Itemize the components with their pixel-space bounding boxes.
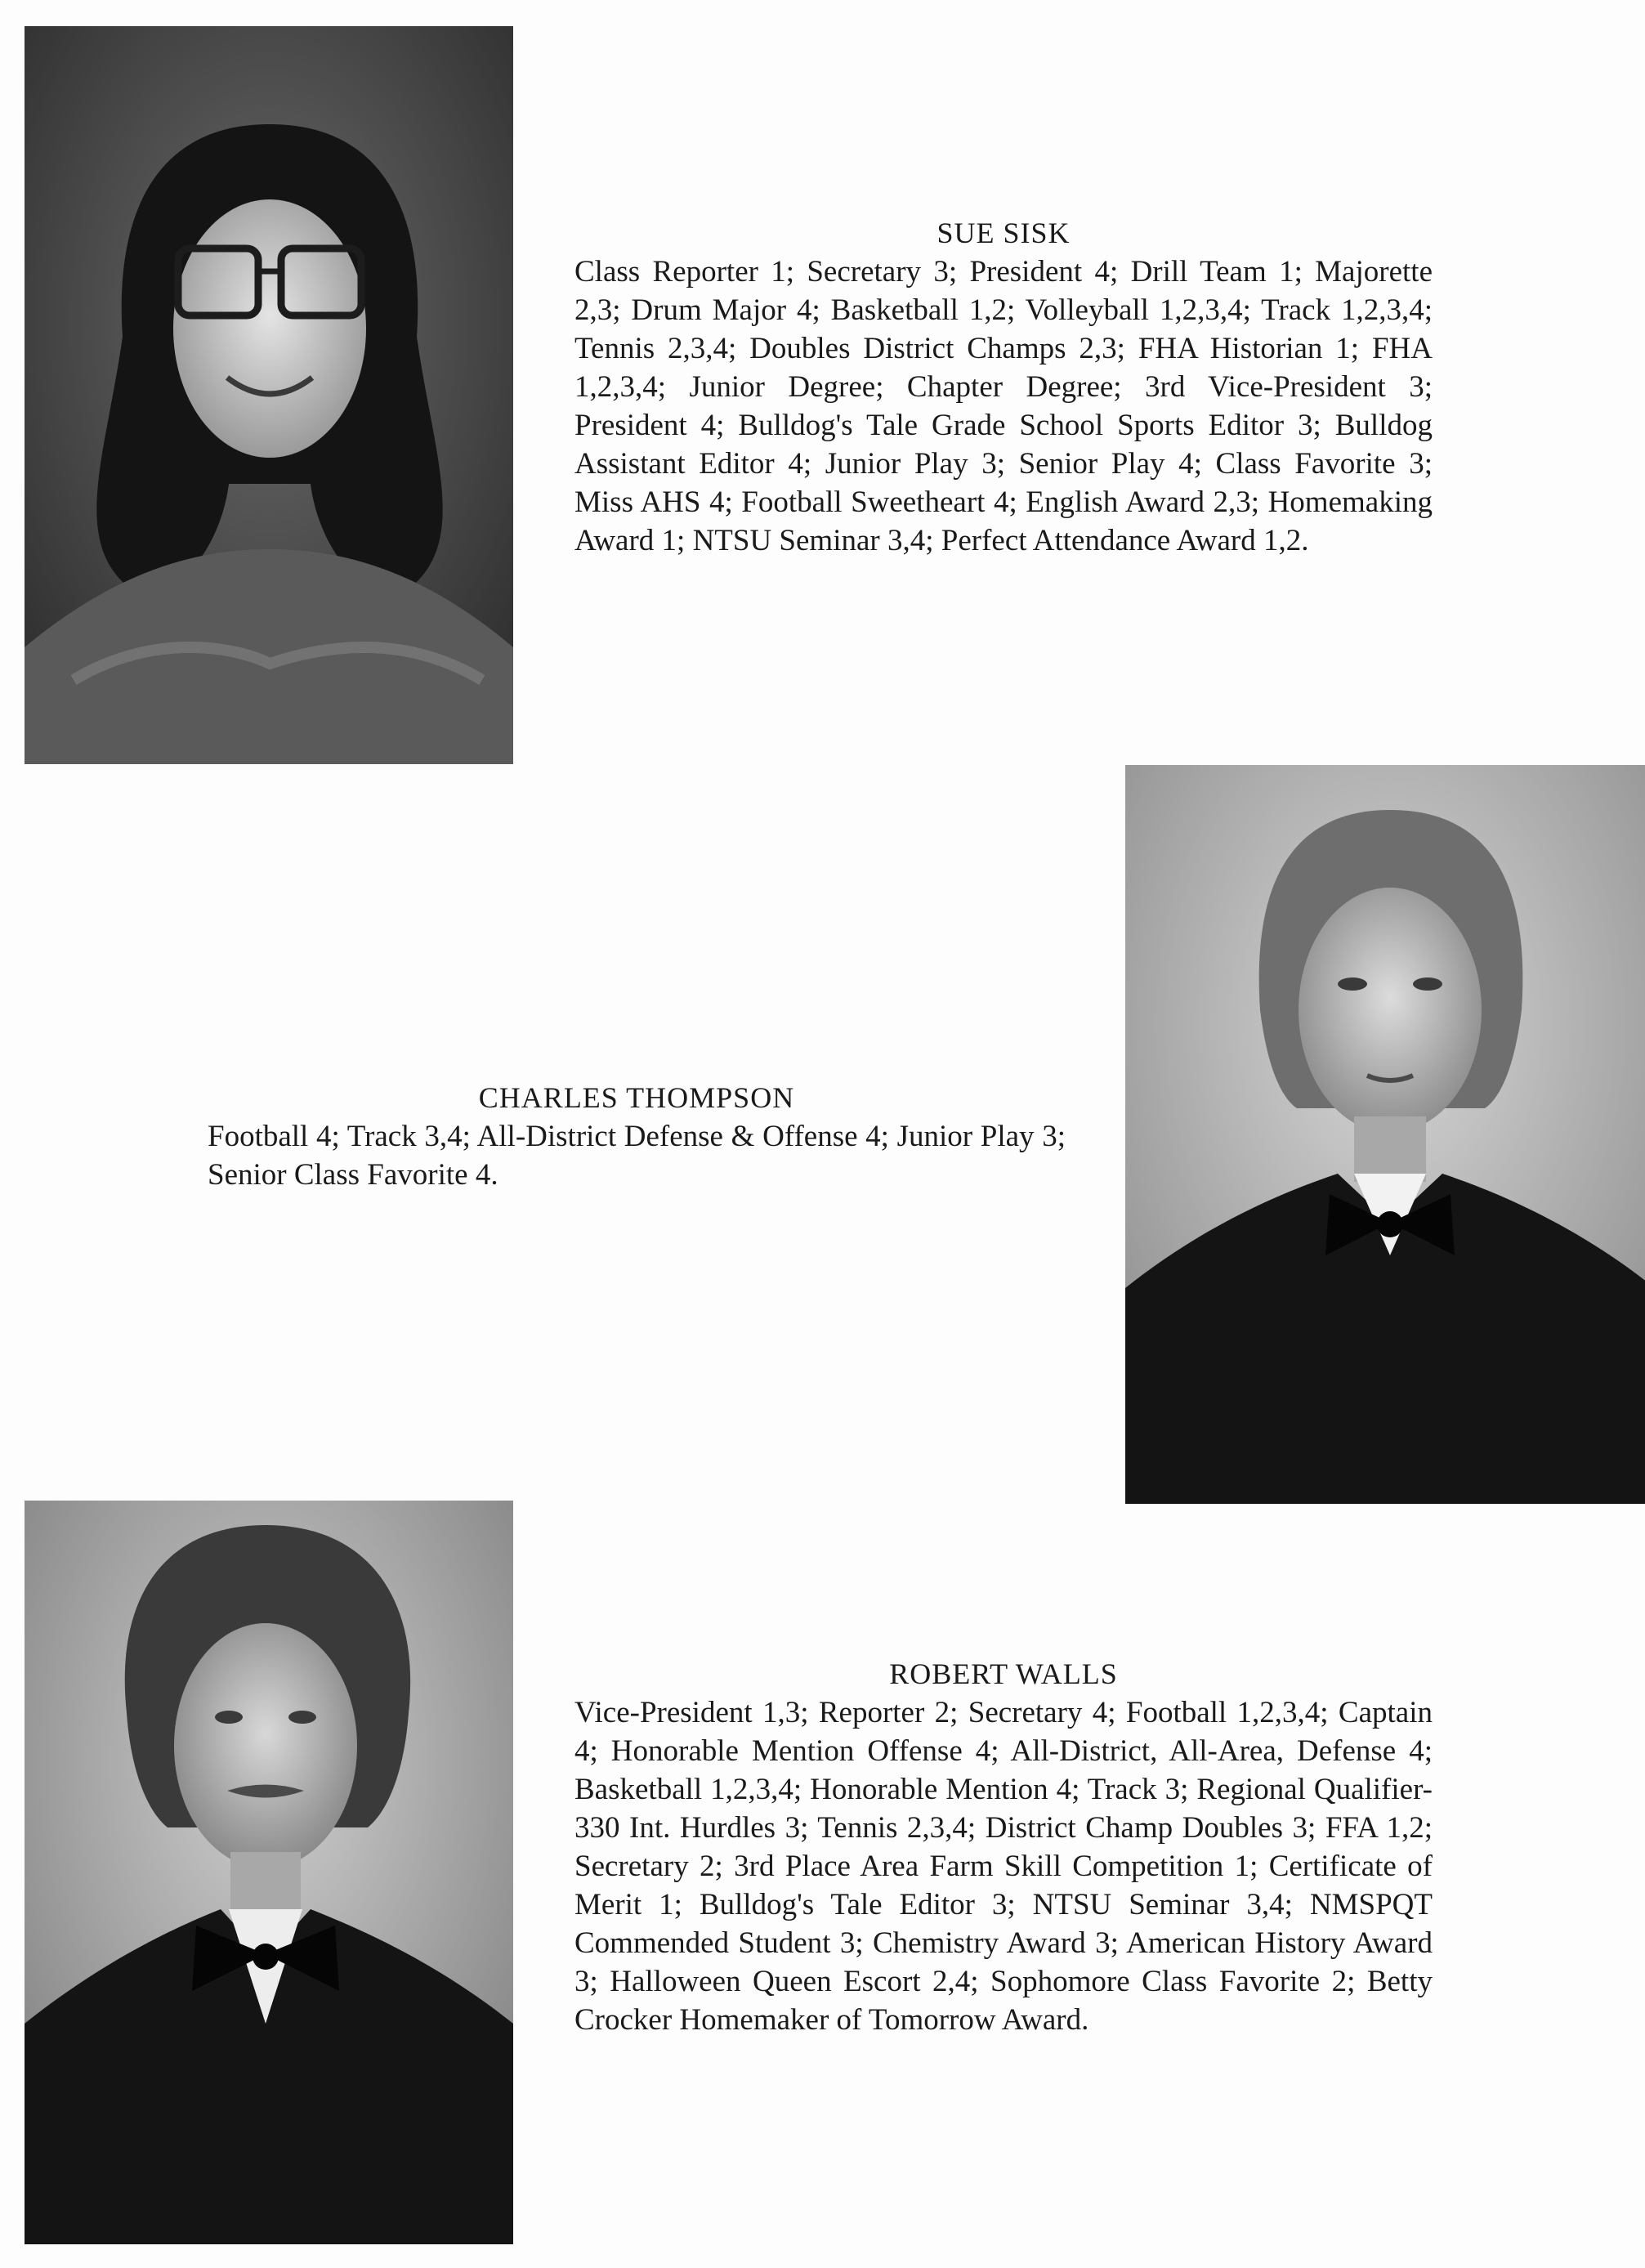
- student-activities: Class Reporter 1; Secretary 3; President 4; Drill Team 1; Majorette 2,3; Drum Major 4; Basketball 1,2; Volleyball 1,2,3,4; Track 1,2,3,4; Tennis 2,3,4; Doubles District Champs 2,3; FHA Historian 1; FHA 1,2,3,4; Junior Degree; Chapter Degree; 3rd Vice-President 3; President 4; Bulldog's Tale Grade School Sports Editor 3; Bulldog Assistant Editor 4; Junior Play 3; Senior Play 4; Class Favorite 3; Miss AHS 4; Football Sweetheart 4; English Award 2,3; Homemaking Award 1; NTSU Seminar 3,4; Perfect Attendance Award 1,2.: [574, 255, 1433, 557]
- student-name: SUE SISK: [936, 217, 1071, 249]
- student-activities: Vice-President 1,3; Reporter 2; Secretary 4; Football 1,2,3,4; Captain 4; Honorable Mention Offense 4; All-District, All-Area, Defense 4; Basketball 1,2,3,4; Honorable Mention 4; Track 3; Regional Qualifier-330 Int. Hurdles 3; Tennis 2,3,4; District Champ Doubles 3; FFA 1,2; Secretary 2; 3rd Place Area Farm Skill Competition 1; Certificate of Merit 1; Bulldog's Tale Editor 3; NTSU Seminar 3,4; NMSPQT Commended Student 3; Chemistry Award 3; American History Award 3; Halloween Queen Escort 2,4; Sophomore Class Favorite 2; Betty Crocker Homemaker of Tomorrow Award.: [574, 1696, 1433, 2037]
- portrait-photo-sue-sisk: [25, 26, 513, 764]
- bio-sue-sisk: [574, 214, 1433, 560]
- student-activities: Football 4; Track 3,4; All-District Defense & Offense 4; Junior Play 3; Senior Class Favorite 4.: [208, 1120, 1066, 1192]
- student-name: ROBERT WALLS: [889, 1657, 1118, 1690]
- portrait-photo-robert-walls: [25, 1501, 513, 2244]
- portrait-photo-charles-thompson: [1125, 765, 1645, 1504]
- student-name: CHARLES THOMPSON: [478, 1081, 795, 1114]
- bio-robert-walls: [574, 1655, 1433, 2039]
- bio-charles-thompson: [208, 1079, 1066, 1194]
